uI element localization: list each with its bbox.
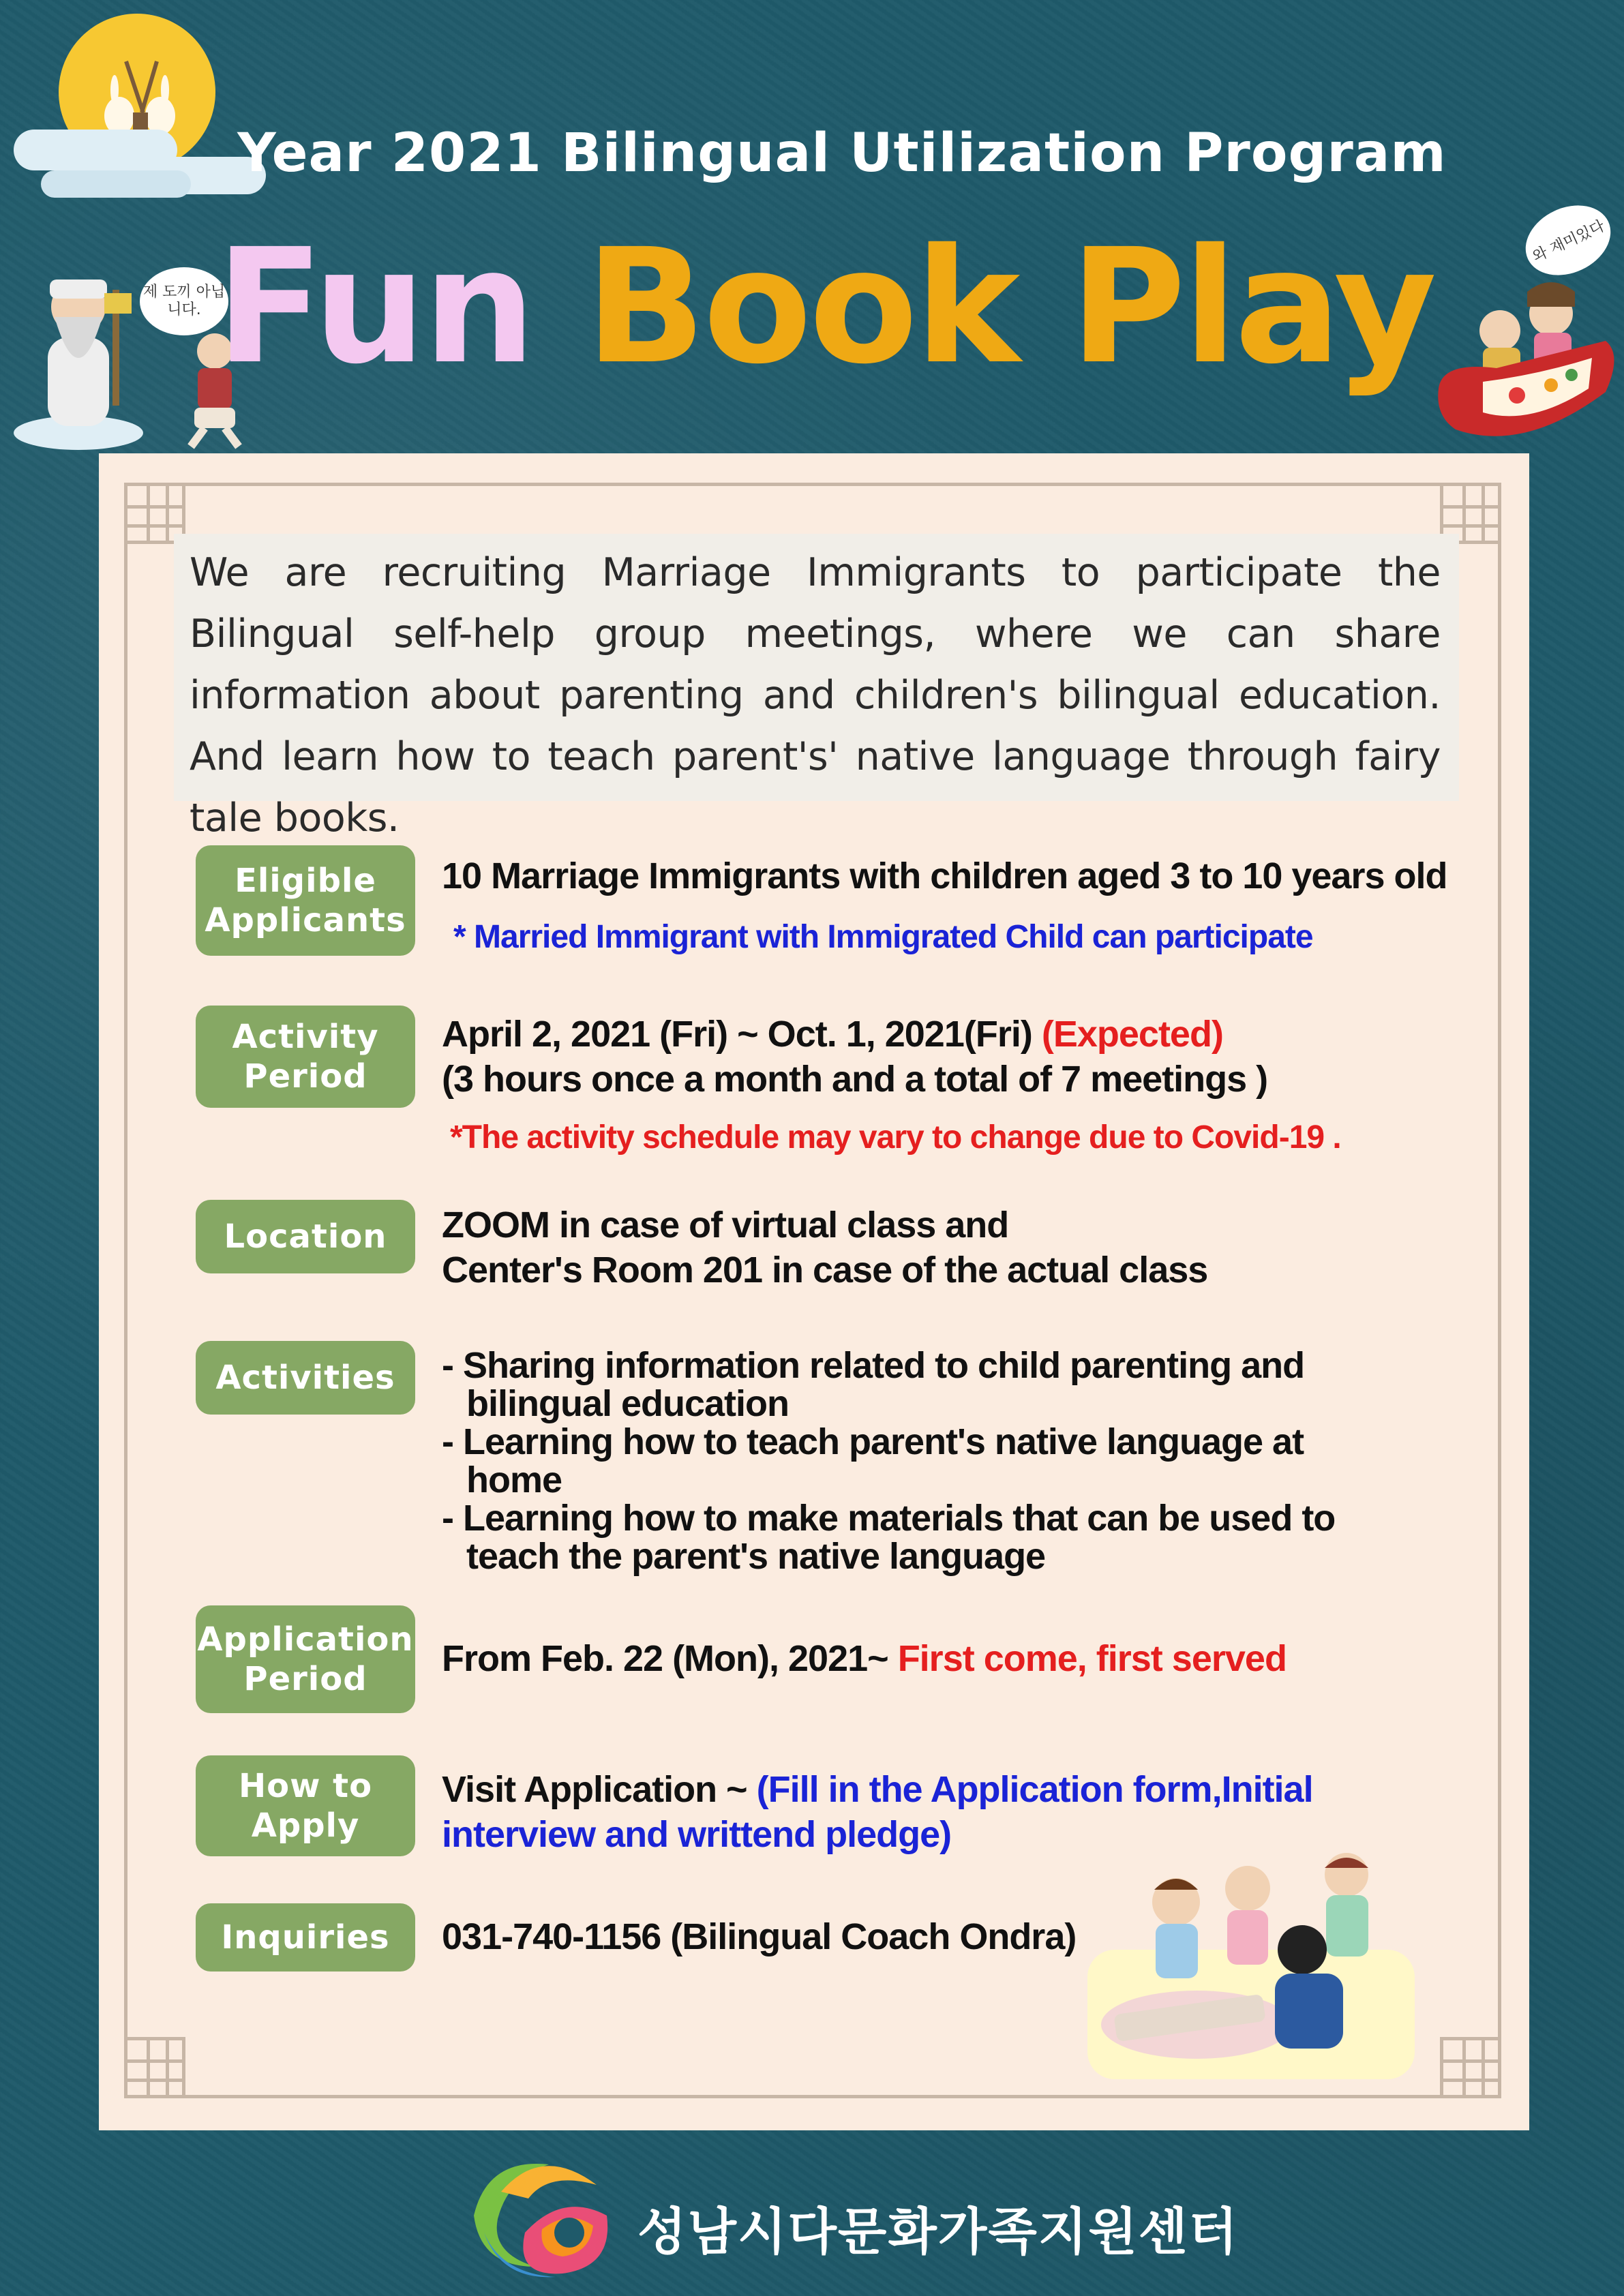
title-fun: Fun xyxy=(215,215,533,399)
family-reading-illustration xyxy=(1074,1847,1435,2086)
label-application-period: Application Period xyxy=(196,1605,415,1713)
activities-item: - Sharing information related to child parenting and bilingual education xyxy=(442,1345,1305,1424)
activity-period-dates: April 2, 2021 (Fri) ~ Oct. 1, 2021(Fri) (Expected) xyxy=(442,1014,1223,1055)
center-logo-icon xyxy=(460,2151,617,2280)
location-line-2: Center's Room 201 in case of the actual class xyxy=(442,1250,1208,1290)
page-title xyxy=(0,215,1624,399)
speech-bubble-left: 제 도끼 아닙니다. xyxy=(140,267,228,335)
title-book-play: Book Play xyxy=(585,215,1434,399)
label-activity-period: Activity Period xyxy=(196,1006,415,1108)
eligible-note: * Married Immigrant with Immigrated Child can participate xyxy=(453,919,1313,955)
activity-period-frequency: (3 hours once a month and a total of 7 meetings ) xyxy=(442,1059,1268,1100)
frame-corner-ornament xyxy=(124,2037,185,2098)
label-how-to-apply: How to Apply xyxy=(196,1755,415,1856)
label-eligible-applicants: Eligible Applicants xyxy=(196,845,415,956)
how-to-apply-text: Visit Application ~ (Fill in the Application form,Initial interview and writtend pledge) xyxy=(442,1769,1313,1855)
label-inquiries: Inquiries xyxy=(196,1903,415,1972)
label-activities: Activities xyxy=(196,1341,415,1415)
inquiries-phone: 031-740-1156 (Bilingual Coach Ondra) xyxy=(442,1916,1077,1957)
organization-name: 성남시다문화가족지원센터 xyxy=(637,2203,1239,2261)
eligible-text: 10 Marriage Immigrants with children aged 3 to 10 years old xyxy=(442,856,1447,896)
activities-item: - Learning how to make materials that can be used to teach the parent's native language xyxy=(442,1498,1336,1577)
application-period-text: From Feb. 22 (Mon), 2021~ First come, first served xyxy=(442,1638,1287,1679)
program-subtitle: Year 2021 Bilingual Utilization Program xyxy=(237,123,1447,184)
activities-item: - Learning how to teach parent's native language at home xyxy=(442,1421,1304,1500)
activity-period-note: *The activity schedule may vary to change due to Covid-19 . xyxy=(450,1119,1341,1155)
intro-text: We are recruiting Marriage Immigrants to participate the Bilingual self-help group meetings, where we can share information about parenting and children's bilingual education. And learn how to teach parent's' native language through fairy tale books. xyxy=(190,550,1441,841)
label-location: Location xyxy=(196,1200,415,1273)
speech-bubble-right: 와 재미있다 xyxy=(1514,192,1622,288)
frame-corner-ornament xyxy=(1440,2037,1501,2098)
location-line-1: ZOOM in case of virtual class and xyxy=(442,1205,1009,1245)
